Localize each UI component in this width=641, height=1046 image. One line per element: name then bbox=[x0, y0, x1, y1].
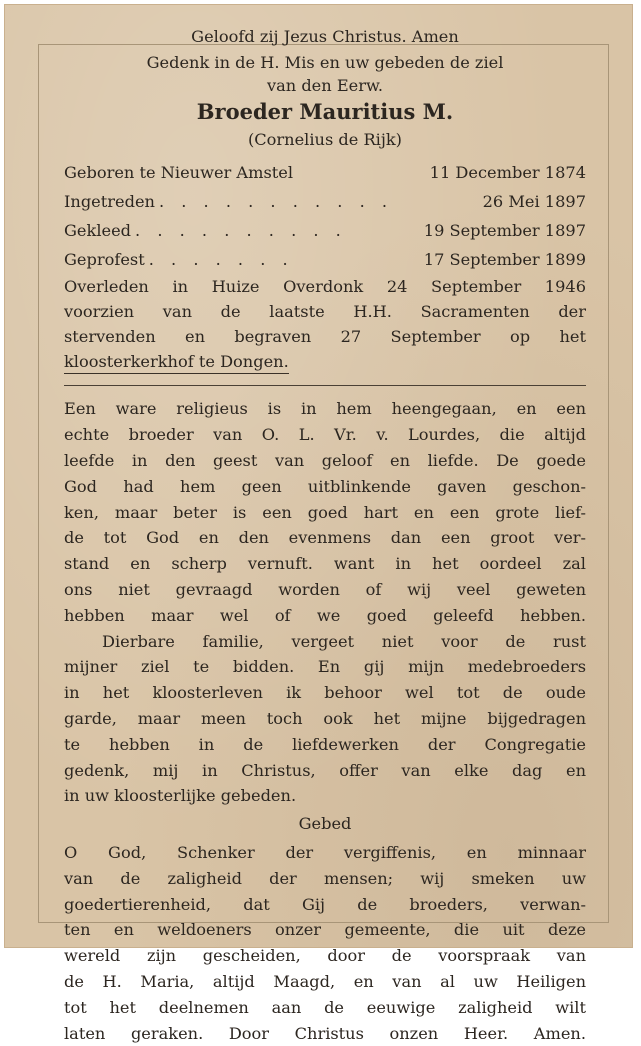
death-line bbox=[64, 349, 586, 374]
card-text bbox=[64, 24, 586, 1046]
prayer-title: Gebed bbox=[298, 814, 352, 834]
death-line-underlined: kloosterkerkhof te Dongen. bbox=[64, 351, 289, 374]
death-notice bbox=[64, 274, 586, 374]
invocation: Geloofd zij Jezus Christus. Amen bbox=[191, 27, 459, 46]
tribute-line: Een ware religieus is in hem heengegaan, en een bbox=[64, 399, 586, 419]
date-label: Geprofest bbox=[64, 250, 145, 270]
family-line: Dierbare familie, vergeet niet voor de rust bbox=[102, 631, 586, 651]
family-paragraph bbox=[64, 629, 586, 810]
date-label: Geboren te Nieuwer Amstel bbox=[64, 163, 294, 183]
tribute-line: stand en scherp vernuft. want in het oordeel zal bbox=[64, 554, 586, 574]
prayer-line: van de zaligheid der mensen; wij smeken uw bbox=[64, 868, 586, 888]
date-value: 11 December 1874 bbox=[429, 163, 586, 183]
date-label: Ingetreden bbox=[64, 192, 155, 212]
prayer-line: de H. Maria, altijd Maagd, en van al uw Heiligen bbox=[64, 971, 586, 991]
remember-line-2: van den Eerw. bbox=[266, 75, 384, 95]
family-line: mijner ziel te bidden. En gij mijn medebroeders bbox=[64, 657, 586, 677]
date-label: Gekleed bbox=[64, 221, 132, 241]
prayer-line: wereld zijn gescheiden, door de voorspraak van bbox=[64, 946, 586, 966]
date-value: 26 Mei 1897 bbox=[482, 192, 586, 212]
tribute-line: echte broeder van O. L. Vr. v. Lourdes, die altijd bbox=[64, 425, 586, 445]
date-value: 17 September 1899 bbox=[423, 250, 586, 270]
prayer-line: laten geraken. Door Christus onzen Heer. Amen. bbox=[64, 1023, 586, 1043]
date-row-entered bbox=[64, 187, 586, 216]
prayer-line: tot het deelnemen aan de eeuwige zaligheid wilt bbox=[64, 997, 586, 1017]
date-dots bbox=[293, 158, 430, 187]
tribute-line: hebben maar wel of we goed geleefd hebben. bbox=[64, 605, 586, 625]
date-dots: . . . . . . . . . . bbox=[135, 221, 347, 241]
family-line: in het kloosterleven ik behoor wel tot de oude bbox=[64, 683, 586, 703]
date-dots: . . . . . . . . . . . bbox=[158, 192, 394, 212]
family-line: in uw kloosterlijke gebeden. bbox=[64, 786, 297, 806]
family-line: te hebben in de liefdewerken der Congregatie bbox=[64, 734, 586, 754]
date-row-professed bbox=[64, 245, 586, 274]
birth-name: (Cornelius de Rijk) bbox=[247, 129, 403, 149]
deceased-name: Broeder Mauritius M. bbox=[196, 98, 454, 124]
tribute-line: ken, maar beter is een goed hart en een grote lief- bbox=[64, 502, 586, 522]
death-line: stervenden en begraven 27 September op het bbox=[64, 327, 586, 347]
death-line: Overleden in Huize Overdonk 24 September 1946 bbox=[64, 277, 586, 297]
date-row-born bbox=[64, 158, 586, 187]
date-value: 19 September 1897 bbox=[423, 221, 586, 241]
family-line: garde, maar meen toch ook het mijne bijgedragen bbox=[64, 708, 586, 728]
tribute-line: leefde in den geest van geloof en liefde. De goede bbox=[64, 450, 586, 470]
tribute-line: God had hem geen uitblinkende gaven geschon- bbox=[64, 476, 586, 496]
tribute-line: ons niet gevraagd worden of wij veel geweten bbox=[64, 579, 586, 599]
remember-line-1: Gedenk in de H. Mis en uw gebeden de ziel bbox=[146, 52, 504, 72]
dates-list bbox=[64, 158, 586, 274]
death-line: voorzien van de laatste H.H. Sacramenten der bbox=[64, 302, 586, 322]
date-dots: . . . . . . . bbox=[148, 250, 294, 270]
prayer-line: ten en weldoeners onzer gemeente, die uit deze bbox=[64, 920, 586, 940]
family-line: gedenk, mij in Christus, offer van elke dag en bbox=[64, 760, 586, 780]
prayer-line: O God, Schenker der vergiffenis, en minnaar bbox=[64, 842, 586, 862]
tribute-paragraph bbox=[64, 396, 586, 628]
tribute-line: de tot God en den evenmens dan een groot ver- bbox=[64, 528, 586, 548]
memorial-card bbox=[4, 4, 633, 1043]
section-divider bbox=[64, 385, 586, 386]
prayer-paragraph bbox=[64, 840, 586, 1046]
date-row-clothed bbox=[64, 216, 586, 245]
prayer-line: goedertierenheid, dat Gij de broeders, verwan- bbox=[64, 894, 586, 914]
